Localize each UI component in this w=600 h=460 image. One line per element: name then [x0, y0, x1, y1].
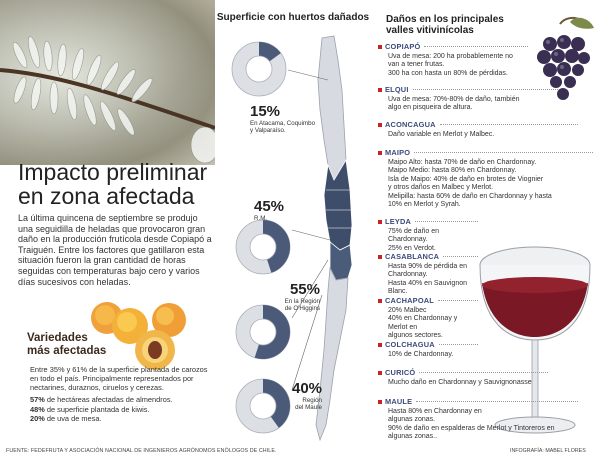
valley-heading [378, 217, 478, 226]
valley-details [378, 131, 578, 139]
variety-stat [30, 405, 212, 415]
valley-heading [378, 120, 578, 129]
region-pct: 40% [292, 380, 323, 397]
valley-detail-line: algunas zonas. [388, 416, 436, 424]
bullet-square-icon [378, 220, 382, 224]
bullet-square-icon [378, 255, 382, 259]
valley-details [378, 408, 578, 442]
variety-stat-value: 57% [30, 395, 45, 404]
valley-name: CACHAPOAL [385, 296, 435, 305]
map-connectors [230, 60, 340, 400]
valley-detail-line: Maipo Medio: hasta 80% en Chardonnay. [388, 167, 517, 175]
frozen-branch-photo [0, 0, 215, 165]
valley-name: ELQUI [385, 85, 409, 94]
valley-item [378, 252, 478, 297]
valley-detail-line: van a tener frutas. [388, 61, 445, 69]
valley-heading [378, 252, 478, 261]
valley-detail-line: Uva de mesa: 70%-80% de daño, también [388, 96, 520, 103]
infographic-credit: INFOGRAFÍA: MABEL FLORES [510, 448, 586, 454]
valley-name: MAIPO [385, 148, 411, 157]
valley-heading [378, 148, 593, 157]
bullet-square-icon [378, 343, 382, 347]
valley-detail-line: Daño variable en Merlot y Malbec. [388, 131, 495, 138]
valley-heading [378, 397, 578, 406]
valley-item [378, 148, 593, 209]
valley-detail-line: Maipo Alto: hasta 70% de daño en Chardonnay. [388, 159, 537, 166]
valley-details [378, 159, 593, 209]
valley-heading [378, 340, 478, 349]
valley-name: COPIAPÓ [385, 42, 421, 51]
valley-name: COLCHAGUA [385, 340, 435, 349]
valley-detail-line: y otros daños en Malbec y Merlot. [388, 184, 494, 192]
valley-details [378, 96, 558, 113]
valleys-title-line-2: valles vitivinícolas [386, 25, 474, 36]
variety-stat [30, 395, 212, 405]
bullet-square-icon [378, 45, 382, 49]
valley-item [378, 85, 558, 113]
valley-detail-line: 40% en Chardonnay y Merlot en [388, 315, 458, 331]
valley-detail-line: Hasta 40% en Sauvignon Blanc. [388, 279, 467, 296]
valleys-title [386, 14, 586, 36]
region-label-line-1: R.M. [254, 215, 268, 222]
valley-item [378, 368, 548, 387]
region-label-line-1: En la Región [284, 298, 320, 305]
region-pct: 55% [289, 281, 320, 298]
map-title: Superficie con huertos dañados [216, 12, 370, 23]
intro-paragraph: La última quincena de septiembre se produjo una seguidilla de heladas que provocaron gran daño en la producción frutícola desde Copiapó a Traiguén. Entre los factores que gatillaron esta situación fueron la gran cantidad de horas seguidas con temperaturas bajo cero y varios días sucesivos con heladas. [18, 213, 212, 287]
variety-stat-text: de hectáreas afectadas de almendros. [44, 395, 173, 404]
region-label-line-2: de O'Higgins [284, 305, 320, 312]
valley-item [378, 42, 528, 78]
bullet-square-icon [378, 88, 382, 92]
valley-detail-line: 90% de daño en espalderas de Merlot y Tintoreros en [388, 424, 555, 432]
valley-detail-line: 20% Malbec [388, 307, 427, 314]
variety-stat-text: de superficie plantada de kiwis. [44, 404, 150, 414]
valley-heading [378, 296, 478, 305]
variety-stat-text: de uva de mesa. [44, 414, 102, 423]
valley-item [378, 217, 478, 253]
bullet-square-icon [378, 400, 382, 404]
page-title [18, 160, 218, 208]
valley-name: CASABLANCA [385, 252, 440, 261]
valley-details [378, 307, 478, 341]
valley-heading [378, 85, 558, 94]
valley-item [378, 397, 578, 442]
valley-item [378, 340, 478, 359]
valley-name: MAULE [385, 397, 413, 406]
valley-detail-line: Melipilla: hasta 60% de daño en Chardonnay y hasta [388, 192, 552, 200]
bullet-square-icon [378, 151, 382, 155]
valley-detail-line: Isla de Maipo: 40% de daño en brotes de Viognier [388, 175, 544, 183]
valley-details [378, 53, 528, 78]
title-line-1: Impacto preliminar [18, 159, 208, 185]
valley-detail-line: 10% de Chardonnay. [388, 351, 454, 358]
valley-item [378, 120, 578, 139]
valley-name: LEYDA [385, 217, 412, 226]
bullet-square-icon [378, 299, 382, 303]
region-label-line-1: En Atacama, Coquimbo [250, 120, 316, 127]
valley-detail-line: Uva de mesa: 200 ha probablemente no [388, 53, 513, 60]
valley-name: CURICÓ [385, 368, 416, 377]
valley-detail-line: 75% de daño en Chardonnay. [388, 228, 439, 244]
varieties-title [27, 332, 122, 358]
valley-detail-line: 300 ha con hasta un 80% de pérdidas. [388, 69, 508, 77]
variety-stat [30, 414, 212, 424]
region-pct: 45% [254, 198, 285, 215]
region-label-line-2: y Valparaíso. [250, 127, 286, 134]
valley-detail-line: 25% en Verdot. [388, 244, 436, 252]
valley-detail-line: Hasta 80% en Chardonnay en [388, 408, 482, 415]
bullet-square-icon [378, 371, 382, 375]
varieties-title-line-1: Variedades [27, 332, 88, 344]
valley-details [378, 263, 478, 297]
valley-details [378, 228, 478, 253]
valley-name: ACONCAGUA [385, 120, 436, 129]
title-line-2: en zona afectada [18, 183, 195, 209]
valley-item [378, 296, 478, 341]
valley-heading [378, 368, 548, 377]
valley-detail-line: Chardonnay. [388, 271, 428, 279]
region-pct: 15% [250, 103, 281, 120]
bullet-square-icon [378, 123, 382, 127]
valley-detail-line: algo en pisqueira de altura. [388, 104, 473, 112]
valley-heading [378, 42, 528, 51]
varieties-description: Entre 35% y 61% de la superficie plantada de carozos en todo el país. Principalmente representados por nectarines, duraznos, ciruelos y cerezas. [30, 365, 208, 392]
valley-details [378, 379, 548, 387]
region-label-line-2: del Maule [295, 404, 322, 411]
valley-detail-line: algunas zonas.. [388, 433, 438, 441]
valley-details [378, 351, 478, 359]
valley-detail-line: Hasta 90% de pérdida en [388, 263, 467, 270]
varieties-body [30, 365, 212, 424]
valley-detail-line: algunos sectores. [388, 332, 443, 340]
varieties-title-line-2: más afectadas [27, 345, 107, 357]
valleys-title-line-1: Daños en los principales [386, 14, 504, 25]
variety-stat-value: 48% [30, 404, 45, 414]
valley-detail-line: 10% en Merlot y Syrah. [388, 201, 461, 209]
source-credit: FUENTE: FEDEFRUTA Y ASOCIACIÓN NACIONAL DE INGENIEROS AGRÓNOMOS ENÓLOGOS DE CHILE. [6, 448, 277, 454]
frozen-branch-illustration [0, 0, 215, 165]
region-label-line-1: Región [302, 397, 322, 404]
variety-stat-value: 20% [30, 414, 45, 423]
valley-detail-line: Mucho daño en Chardonnay y Sauvignonasse [388, 379, 532, 386]
